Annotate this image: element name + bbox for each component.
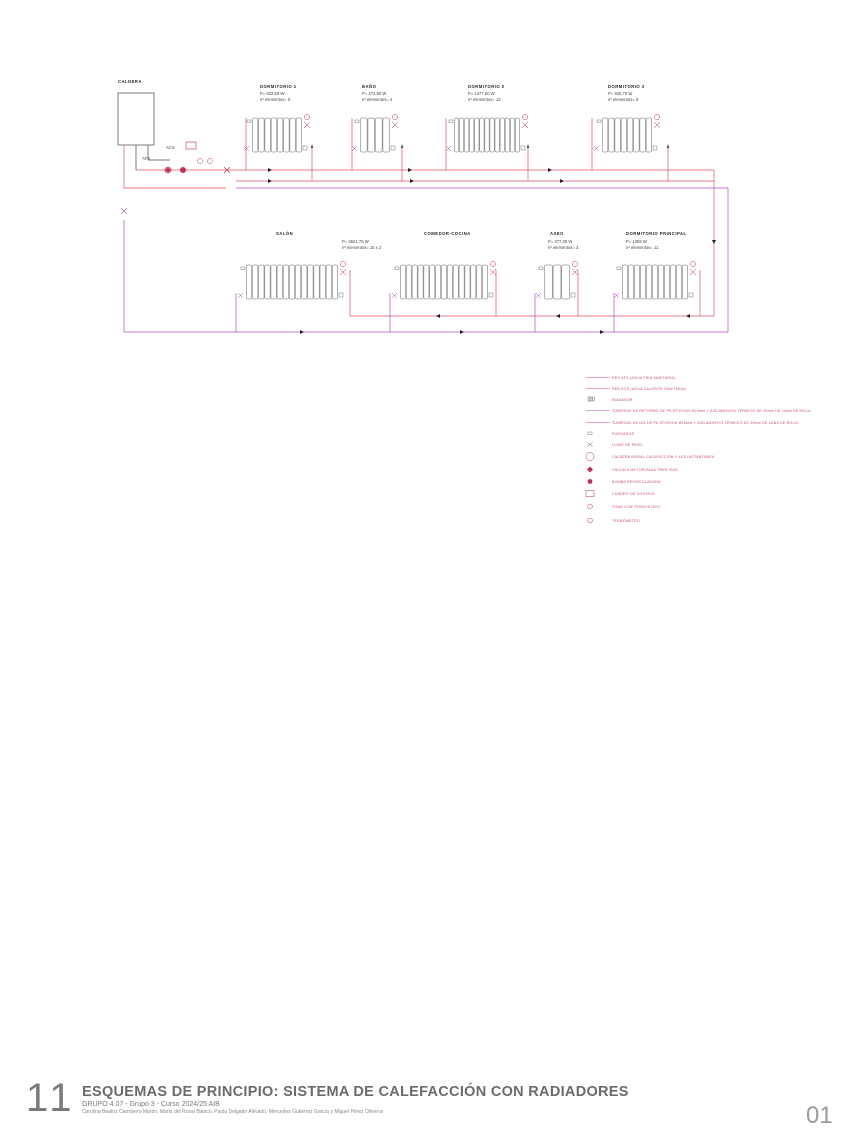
page-number: 11 bbox=[26, 1076, 76, 1120]
stop-valve-icon bbox=[587, 443, 593, 447]
room-name: ASEO bbox=[550, 231, 564, 236]
legend-label: RED ACS (AGUA CALIENTE SANITARIA) bbox=[612, 387, 687, 391]
legend-label: CUADRO DE CONTROL bbox=[612, 492, 656, 496]
thermometer-icon bbox=[588, 518, 593, 523]
room-name: SALÓN bbox=[276, 231, 294, 236]
flow-arrows bbox=[268, 144, 716, 334]
thermostat-tap-icon bbox=[588, 504, 593, 509]
legend-label: BOMBA RECIRCULADORA bbox=[612, 480, 661, 484]
legend-item bbox=[586, 376, 675, 380]
three-way-valve-icon bbox=[587, 467, 593, 473]
room-elements: nº elementos= 11 bbox=[626, 245, 659, 250]
afs-label: AFS bbox=[142, 156, 151, 161]
boiler-label: CALDERA bbox=[118, 79, 142, 84]
room-power: P= 930,75 W bbox=[608, 91, 633, 96]
legend-label: RED AFS (AGUA FRÍA SANITARIA) bbox=[612, 376, 676, 380]
legend-item bbox=[587, 443, 642, 448]
legend-item bbox=[588, 518, 640, 523]
boiler-accessories bbox=[121, 142, 230, 214]
legend-label: TUBERÍAS DE IDA DE PE-RT/EVOH Ø16mm Y AISLAMIENTO TÉRMICO DE 25mm DE LANA DE ROCA bbox=[612, 421, 798, 425]
radiator-icon bbox=[352, 114, 398, 152]
boiler bbox=[118, 79, 154, 145]
radiator-icon bbox=[238, 261, 346, 299]
legend-item bbox=[586, 453, 715, 461]
room-power: P= 3621,75 W bbox=[342, 239, 369, 244]
legend-label: TOMA CON TERMOSTATO bbox=[612, 505, 661, 509]
thermostat-tap-icon bbox=[198, 159, 203, 164]
boiler-icon bbox=[586, 453, 594, 461]
radiator-icon bbox=[588, 397, 594, 401]
sheet-number: 01 bbox=[806, 1102, 833, 1129]
legend-item bbox=[588, 432, 635, 436]
room-dorm3 bbox=[594, 84, 660, 152]
room-power: P= 472,50 W bbox=[362, 91, 387, 96]
legend-label: VÁLVULA MOTORIZADA TRES VÍAS bbox=[612, 468, 678, 472]
room-elements: nº elementos= 8 bbox=[260, 97, 291, 102]
legend-item bbox=[588, 397, 633, 402]
room-dorm2 bbox=[446, 84, 528, 152]
page-title: ESQUEMAS DE PRINCIPIO: SISTEMA DE CALEFACCIÓN CON RADIADORES bbox=[82, 1084, 629, 1100]
legend bbox=[586, 376, 811, 523]
pump-icon bbox=[588, 479, 593, 484]
thermometer-icon bbox=[208, 159, 213, 164]
legend-label: TUBERÍAS DE RETORNO DE PE-RT/EVOH Ø16mm Y AISLAMIENTO TÉRMICO DE 25mm DE LANA DE ROCA bbox=[612, 409, 811, 413]
pipe-network bbox=[124, 118, 728, 332]
room-power: P= 922,50 W bbox=[260, 91, 285, 96]
legend-item bbox=[588, 504, 661, 509]
room-name: COMEDOR-COCINA bbox=[424, 231, 471, 236]
acs-label: ACS bbox=[166, 145, 175, 150]
room-elements: nº elementos= 4 bbox=[362, 97, 393, 102]
radiator-icon bbox=[244, 114, 310, 152]
legend-label: LLAVE DE PASO bbox=[612, 443, 643, 447]
authors: Carolina Beatriz Carrobero Martín, María del Rosal Blanco, Paula Delgado Alkvado, Mercedes Gutiérrez García y Miguel Pérez Oliveros bbox=[82, 1109, 384, 1115]
legend-item bbox=[586, 408, 811, 413]
room-name: DORMITORIO 2 bbox=[468, 84, 505, 89]
legend-label: PURGADOR bbox=[612, 432, 635, 436]
radiator-icon bbox=[614, 261, 696, 299]
radiator-icon bbox=[594, 114, 660, 152]
stop-valve-return-icon bbox=[121, 208, 127, 214]
legend-item bbox=[588, 479, 662, 484]
room-salon bbox=[238, 231, 382, 299]
room-elements: nº elementos= 13 bbox=[468, 97, 501, 102]
room-dorm1 bbox=[244, 84, 310, 152]
radiator-icon bbox=[536, 261, 578, 299]
radiator-icon bbox=[446, 114, 528, 152]
room-power: P= 1477,50 W bbox=[468, 91, 495, 96]
pump-icon bbox=[180, 167, 186, 173]
room-dormp bbox=[614, 231, 696, 299]
room-aseo bbox=[536, 231, 579, 299]
control-panel-icon bbox=[186, 142, 196, 149]
legend-label: TERMÓMETRO bbox=[612, 519, 640, 523]
room-name: DORMITORIO PRINCIPAL bbox=[626, 231, 687, 236]
purge-icon bbox=[588, 432, 592, 435]
room-name: BAÑO bbox=[362, 84, 377, 89]
group-info: GRUPO 4.07 - Grupo 3 - Curso 2024/25 AIB bbox=[82, 1101, 220, 1108]
legend-item bbox=[586, 387, 686, 391]
room-elements: nº elementos= 3 bbox=[548, 245, 579, 250]
legend-item bbox=[587, 467, 678, 473]
room-elements: nº elementos= 8 bbox=[608, 97, 639, 102]
room-power: P= 377,30 W bbox=[548, 239, 573, 244]
room-power: P= 1259 W bbox=[626, 239, 647, 244]
radiator-icon bbox=[392, 261, 496, 299]
room-comedor bbox=[392, 231, 496, 299]
footer bbox=[0, 540, 848, 1129]
room-bano bbox=[352, 84, 398, 152]
room-elements: nº elementos= 15 x 2 bbox=[342, 245, 382, 250]
room-name: DORMITORIO 3 bbox=[608, 84, 645, 89]
legend-item bbox=[586, 491, 656, 497]
control-icon bbox=[586, 491, 594, 497]
legend-item bbox=[586, 420, 798, 425]
room-name: DORMITORIO 1 bbox=[260, 84, 297, 89]
heating-schematic bbox=[0, 0, 848, 540]
legend-label: RADIADOR bbox=[612, 398, 633, 402]
legend-label: CALDERA MURAL CALEFACCIÓN Y ACS INSTANTÁNEA bbox=[612, 455, 715, 459]
